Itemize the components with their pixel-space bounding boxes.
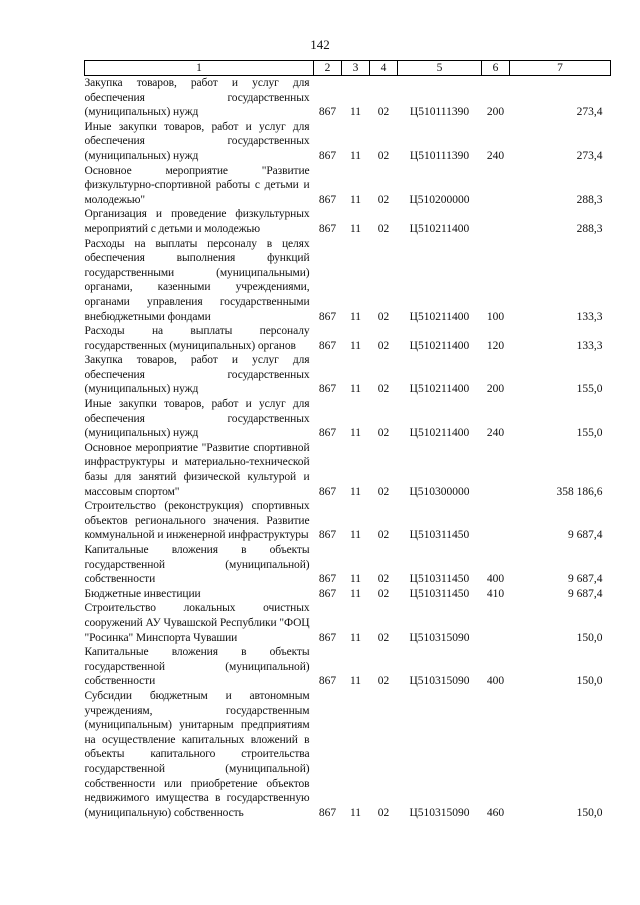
row-subsection-cell: 02: [377, 106, 390, 119]
row-admin-code-cell: 867: [318, 149, 337, 162]
row-name-cell: Капитальные вложения в объекты государственной (муниципальной) собственности: [84, 646, 310, 688]
table-row: [85, 164, 611, 208]
row-target-article-cell: Ц510211400: [409, 383, 470, 396]
budget-table: [84, 60, 611, 820]
row-amount-cell: 358 186,6: [556, 485, 603, 498]
row-name-cell: Основное мероприятие "Развитие спортивной инфраструктуры и материально-технической базы для занятий физической культурой и массовым спортом": [84, 441, 310, 498]
row-admin-code-cell: 867: [318, 573, 337, 586]
row-amount-cell: 150,0: [576, 806, 603, 819]
column-header: 4: [370, 61, 398, 76]
row-amount-cell: 288,3: [576, 222, 603, 235]
row-admin-code-cell: 867: [318, 529, 337, 542]
row-target-article-cell: Ц510200000: [409, 193, 470, 206]
row-target-article-cell: Ц510211400: [409, 222, 470, 235]
row-admin-code-cell: 867: [318, 383, 337, 396]
row-subsection-cell: 02: [377, 573, 390, 586]
row-section-cell: 11: [349, 573, 362, 586]
row-amount-cell: 9 687,4: [568, 573, 603, 586]
table-row: [85, 601, 611, 645]
table-row: [85, 441, 611, 499]
row-admin-code-cell: 867: [318, 193, 337, 206]
row-amount-cell: 9 687,4: [568, 587, 603, 600]
row-section-cell: 11: [349, 149, 362, 162]
row-admin-code-cell: 867: [318, 631, 337, 644]
column-header: 1: [85, 61, 314, 76]
column-header: 5: [398, 61, 482, 76]
row-expense-type-cell: 120: [486, 339, 505, 352]
row-section-cell: 11: [349, 383, 362, 396]
row-subsection-cell: 02: [377, 485, 390, 498]
row-section-cell: 11: [349, 222, 362, 235]
row-section-cell: 11: [349, 485, 362, 498]
table-row: [85, 207, 611, 236]
row-amount-cell: 273,4: [576, 106, 603, 119]
row-amount-cell: 150,0: [576, 675, 603, 688]
column-header: 7: [510, 61, 611, 76]
row-expense-type-cell: 200: [486, 106, 505, 119]
row-expense-type-cell: 200: [486, 383, 505, 396]
row-amount-cell: 155,0: [576, 427, 603, 440]
row-name-cell: Закупка товаров, работ и услуг для обеспечения государственных (муниципальных) нужд: [84, 77, 310, 119]
row-target-article-cell: Ц510315090: [409, 806, 470, 819]
row-subsection-cell: 02: [377, 631, 390, 644]
row-target-article-cell: Ц510111390: [409, 106, 470, 119]
row-admin-code-cell: 867: [318, 587, 337, 600]
row-target-article-cell: Ц510300000: [409, 485, 470, 498]
row-section-cell: 11: [349, 806, 362, 819]
row-target-article-cell: Ц510111390: [409, 149, 470, 162]
row-admin-code-cell: 867: [318, 222, 337, 235]
row-subsection-cell: 02: [377, 806, 390, 819]
row-amount-cell: 150,0: [576, 631, 603, 644]
row-amount-cell: 273,4: [576, 149, 603, 162]
table-header-row: [85, 61, 611, 76]
row-admin-code-cell: 867: [318, 806, 337, 819]
row-amount-cell: 155,0: [576, 383, 603, 396]
column-header: 3: [342, 61, 370, 76]
table-row: [85, 120, 611, 164]
row-target-article-cell: Ц510211400: [409, 310, 470, 323]
table-row: [85, 324, 611, 353]
row-name-cell: Строительство локальных очистных сооружений АУ Чувашской Республики "ФОЦ "Росинка" Минспорта Чувашии: [84, 602, 310, 644]
row-name-cell: Расходы на выплаты персоналу государственных (муниципальных) органов: [84, 325, 310, 352]
row-name-cell: Иные закупки товаров, работ и услуг для обеспечения государственных (муниципальных) нужд: [84, 120, 310, 162]
table-row: [85, 353, 611, 397]
row-name-cell: Бюджетные инвестиции: [84, 587, 201, 600]
row-name-cell: Иные закупки товаров, работ и услуг для обеспечения государственных (муниципальных) нужд: [84, 398, 310, 440]
row-amount-cell: 133,3: [576, 310, 603, 323]
row-target-article-cell: Ц510211400: [409, 339, 470, 352]
row-expense-type-cell: 460: [486, 806, 505, 819]
row-expense-type-cell: [482, 164, 510, 208]
table-row: [85, 237, 611, 325]
row-name-cell: Строительство (реконструкция) спортивных объектов регионального значения. Развитие коммунальной и инженерной инфраструктуры: [84, 500, 310, 542]
row-section-cell: 11: [349, 339, 362, 352]
row-expense-type-cell: [482, 207, 510, 236]
table-body: [85, 76, 611, 821]
table-row: [85, 499, 611, 543]
row-admin-code-cell: 867: [318, 485, 337, 498]
row-expense-type-cell: [482, 499, 510, 543]
row-admin-code-cell: 867: [318, 675, 337, 688]
row-subsection-cell: 02: [377, 383, 390, 396]
table-row: [85, 689, 611, 820]
row-expense-type-cell: [482, 601, 510, 645]
row-section-cell: 11: [349, 675, 362, 688]
row-section-cell: 11: [349, 587, 362, 600]
row-subsection-cell: 02: [377, 529, 390, 542]
row-section-cell: 11: [349, 106, 362, 119]
row-expense-type-cell: [482, 441, 510, 499]
row-target-article-cell: Ц510311450: [409, 529, 470, 542]
row-target-article-cell: Ц510315090: [409, 631, 470, 644]
row-expense-type-cell: 240: [486, 149, 505, 162]
row-name-cell: Расходы на выплаты персоналу в целях обеспечения выполнения функций государственными (муниципальными) органами, казенными учреждениями, органами управления государственными внебюджетными фондами: [84, 237, 310, 323]
row-admin-code-cell: 867: [318, 310, 337, 323]
row-target-article-cell: Ц510311450: [409, 587, 470, 600]
table-row: [85, 587, 611, 602]
row-subsection-cell: 02: [377, 149, 390, 162]
row-subsection-cell: 02: [377, 193, 390, 206]
page-number: 142: [310, 37, 330, 52]
row-amount-cell: 9 687,4: [568, 529, 603, 542]
row-section-cell: 11: [349, 427, 362, 440]
row-section-cell: 11: [349, 631, 362, 644]
column-header: 6: [482, 61, 510, 76]
row-subsection-cell: 02: [377, 339, 390, 352]
row-subsection-cell: 02: [377, 310, 390, 323]
row-name-cell: Капитальные вложения в объекты государственной (муниципальной) собственности: [84, 544, 310, 586]
table-row: [85, 543, 611, 587]
row-expense-type-cell: 400: [486, 675, 505, 688]
row-admin-code-cell: 867: [318, 106, 337, 119]
row-name-cell: Организация и проведение физкультурных мероприятий с детьми и молодежью: [84, 208, 310, 235]
row-amount-cell: 133,3: [576, 339, 603, 352]
row-name-cell: Основное мероприятие "Развитие физкультурно-спортивной работы с детьми и молодежью": [84, 164, 310, 206]
row-subsection-cell: 02: [377, 587, 390, 600]
row-subsection-cell: 02: [377, 427, 390, 440]
row-name-cell: Закупка товаров, работ и услуг для обеспечения государственных (муниципальных) нужд: [84, 354, 310, 396]
row-expense-type-cell: 410: [486, 587, 505, 600]
row-subsection-cell: 02: [377, 675, 390, 688]
row-admin-code-cell: 867: [318, 339, 337, 352]
row-name-cell: Субсидии бюджетным и автономным учреждениям, государственным (муниципальным) унитарным предприятиям на осуществление капитальных вложений в объекты капитального строительства государственной (муниципальной) собственности или приобретение объектов недвижимого имущества в государственную (муниципальную) собственность: [84, 689, 310, 819]
row-expense-type-cell: 240: [486, 427, 505, 440]
row-target-article-cell: Ц510311450: [409, 573, 470, 586]
table-row: [85, 397, 611, 441]
table-row: [85, 76, 611, 120]
column-header: 2: [314, 61, 342, 76]
row-target-article-cell: Ц510211400: [409, 427, 470, 440]
row-target-article-cell: Ц510315090: [409, 675, 470, 688]
row-amount-cell: 288,3: [576, 193, 603, 206]
row-expense-type-cell: 100: [486, 310, 505, 323]
row-section-cell: 11: [349, 310, 362, 323]
row-section-cell: 11: [349, 193, 362, 206]
row-expense-type-cell: 400: [486, 573, 505, 586]
row-admin-code-cell: 867: [318, 427, 337, 440]
row-subsection-cell: 02: [377, 222, 390, 235]
row-section-cell: 11: [349, 529, 362, 542]
table-row: [85, 645, 611, 689]
